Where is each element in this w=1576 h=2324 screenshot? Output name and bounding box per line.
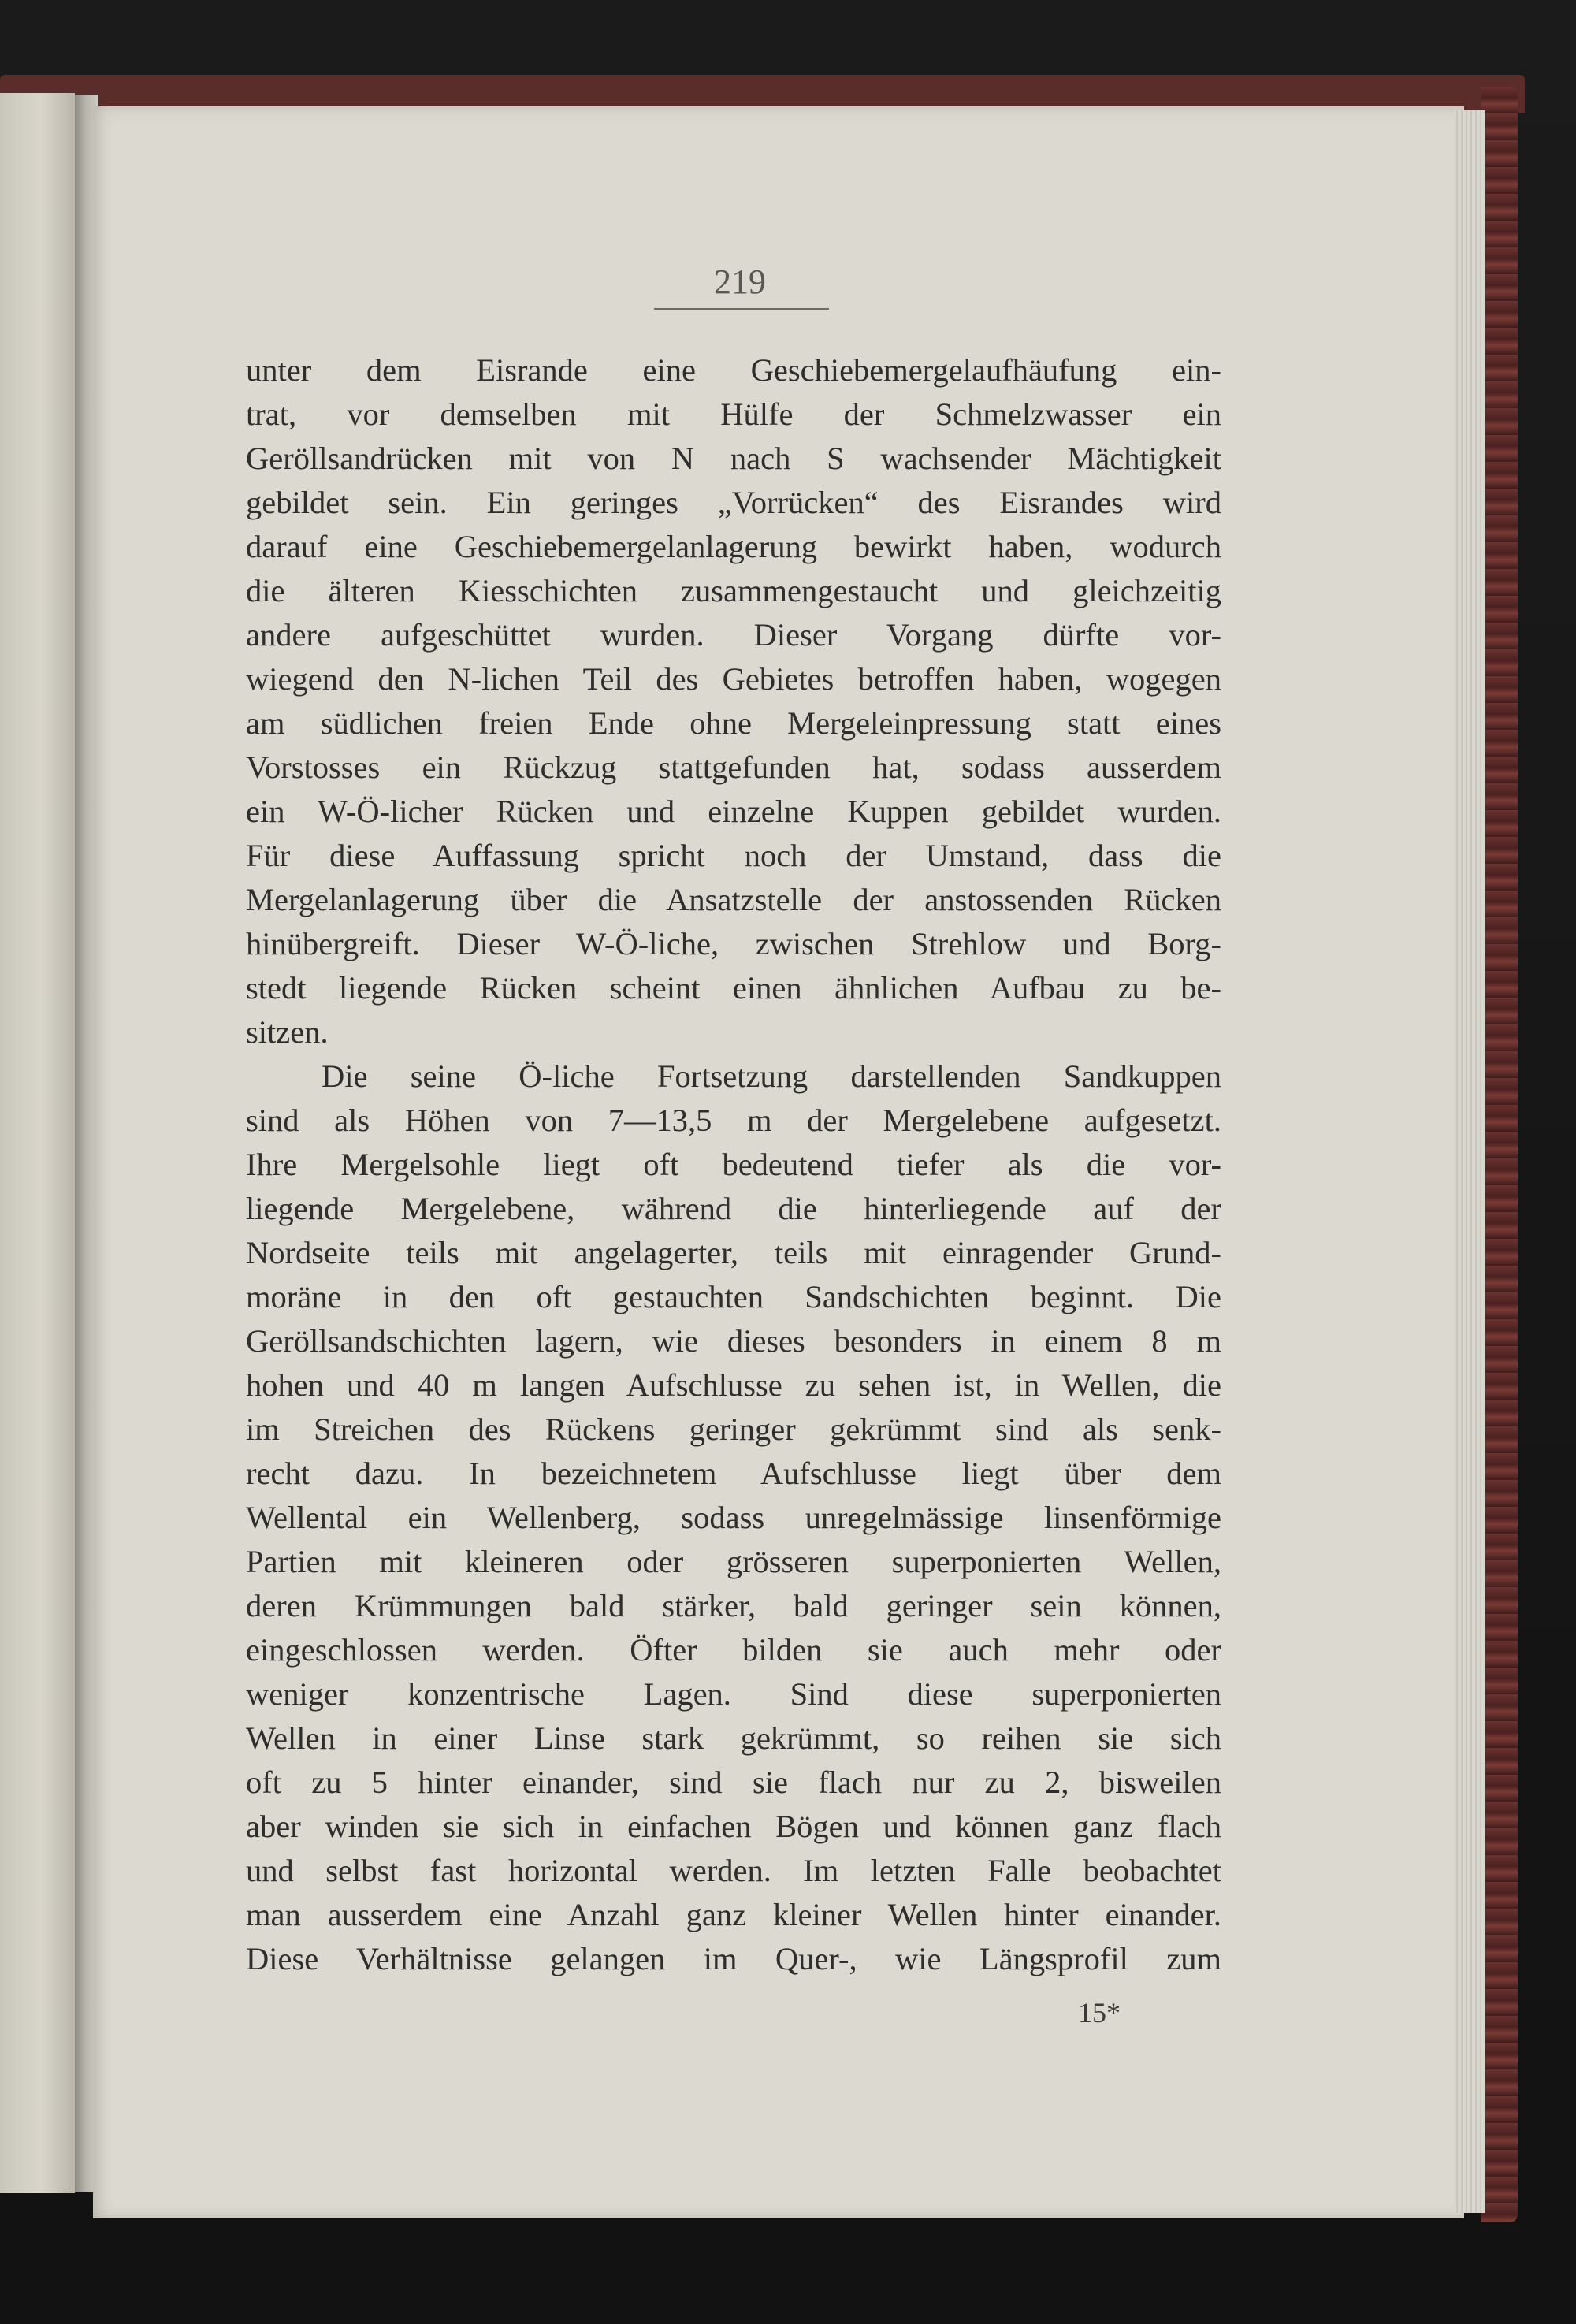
text-line: die älteren Kiesschichten zusammengestaucht und gleichzeitig — [246, 573, 1221, 608]
text-line: oft zu 5 hinter einander, sind sie flach nur zu 2, bisweilen — [246, 1764, 1221, 1800]
text-line: ein W-Ö-licher Rücken und einzelne Kuppen gebildet wurden. — [246, 794, 1221, 829]
text-line: Wellen in einer Linse stark gekrümmt, so reihen sie sich — [246, 1720, 1221, 1756]
text-line: stedt liegende Rücken scheint einen ähnlichen Aufbau zu be- — [246, 970, 1221, 1006]
text-line: im Streichen des Rückens geringer gekrümmt sind als senk- — [246, 1411, 1221, 1447]
book-cover-right-edge — [1481, 87, 1518, 2222]
text-line: unter dem Eisrande eine Geschiebemergelaufhäufung ein- — [246, 352, 1221, 388]
text-line: Geröllsandschichten lagern, wie dieses besonders in einem 8 m — [246, 1323, 1221, 1359]
text-line: liegende Mergelebene, während die hinterliegende auf der — [246, 1191, 1221, 1226]
text-line: wiegend den N-lichen Teil des Gebietes betroffen haben, wogegen — [246, 661, 1221, 697]
text-line: am südlichen freien Ende ohne Mergeleinpressung statt eines — [246, 705, 1221, 741]
text-line: moräne in den oft gestauchten Sandschichten beginnt. Die — [246, 1279, 1221, 1314]
text-line: Vorstosses ein Rückzug stattgefunden hat, sodass ausserdem — [246, 749, 1221, 785]
text-line: hinübergreift. Dieser W-Ö-liche, zwischen Strehlow und Borg- — [246, 926, 1221, 961]
body-text — [246, 348, 1221, 1981]
page-block-edge — [1454, 110, 1485, 2213]
text-line: Partien mit kleineren oder grösseren superponierten Wellen, — [246, 1544, 1221, 1579]
text-line: Nordseite teils mit angelagerter, teils mit einragender Grund- — [246, 1235, 1221, 1270]
text-line: eingeschlossen werden. Öfter bilden sie auch mehr oder — [246, 1632, 1221, 1668]
text-line: weniger konzentrische Lagen. Sind diese superponierten — [246, 1676, 1221, 1712]
text-line: trat, vor demselben mit Hülfe der Schmelzwasser ein — [246, 396, 1221, 432]
text-line: Geröllsandrücken mit von N nach S wachsender Mächtigkeit — [246, 441, 1221, 476]
header-rule — [654, 308, 829, 310]
text-line: sitzen. — [246, 1014, 329, 1050]
text-line: recht dazu. In bezeichnetem Aufschlusse liegt über dem — [246, 1456, 1221, 1491]
text-line: und selbst fast horizontal werden. Im letzten Falle beobachtet — [246, 1853, 1221, 1888]
text-line: Wellental ein Wellenberg, sodass unregelmässige linsenförmige — [246, 1500, 1221, 1535]
text-line: Diese Verhältnisse gelangen im Quer-, wie Längsprofil zum — [246, 1941, 1221, 1976]
signature-mark: 15* — [1078, 1997, 1121, 2028]
text-line: sind als Höhen von 7—13,5 m der Mergelebene aufgesetzt. — [246, 1103, 1221, 1138]
text-line: deren Krümmungen bald stärker, bald geringer sein können, — [246, 1588, 1221, 1623]
text-line: hohen und 40 m langen Aufschlusse zu sehen ist, in Wellen, die — [246, 1367, 1221, 1403]
text-line: darauf eine Geschiebemergelanlagerung bewirkt haben, wodurch — [246, 529, 1221, 564]
text-line: Für diese Auffassung spricht noch der Umstand, dass die — [246, 838, 1221, 873]
text-line: Mergelanlagerung über die Ansatzstelle der anstossenden Rücken — [246, 882, 1221, 917]
page-number: 219 — [714, 262, 766, 301]
left-page-edge — [0, 93, 75, 2193]
text-line: Ihre Mergelsohle liegt oft bedeutend tiefer als die vor- — [246, 1147, 1221, 1182]
text-line: man ausserdem eine Anzahl ganz kleiner Wellen hinter einander. — [246, 1897, 1221, 1932]
text-line: gebildet sein. Ein geringes „Vorrücken“ des Eisrandes wird — [246, 485, 1221, 520]
text-line: aber winden sie sich in einfachen Bögen und können ganz flach — [246, 1809, 1221, 1844]
paragraph-first-line: Die seine Ö-liche Fortsetzung darstellenden Sandkuppen — [322, 1058, 1221, 1094]
text-line: andere aufgeschüttet wurden. Dieser Vorgang dürfte vor- — [246, 617, 1221, 653]
